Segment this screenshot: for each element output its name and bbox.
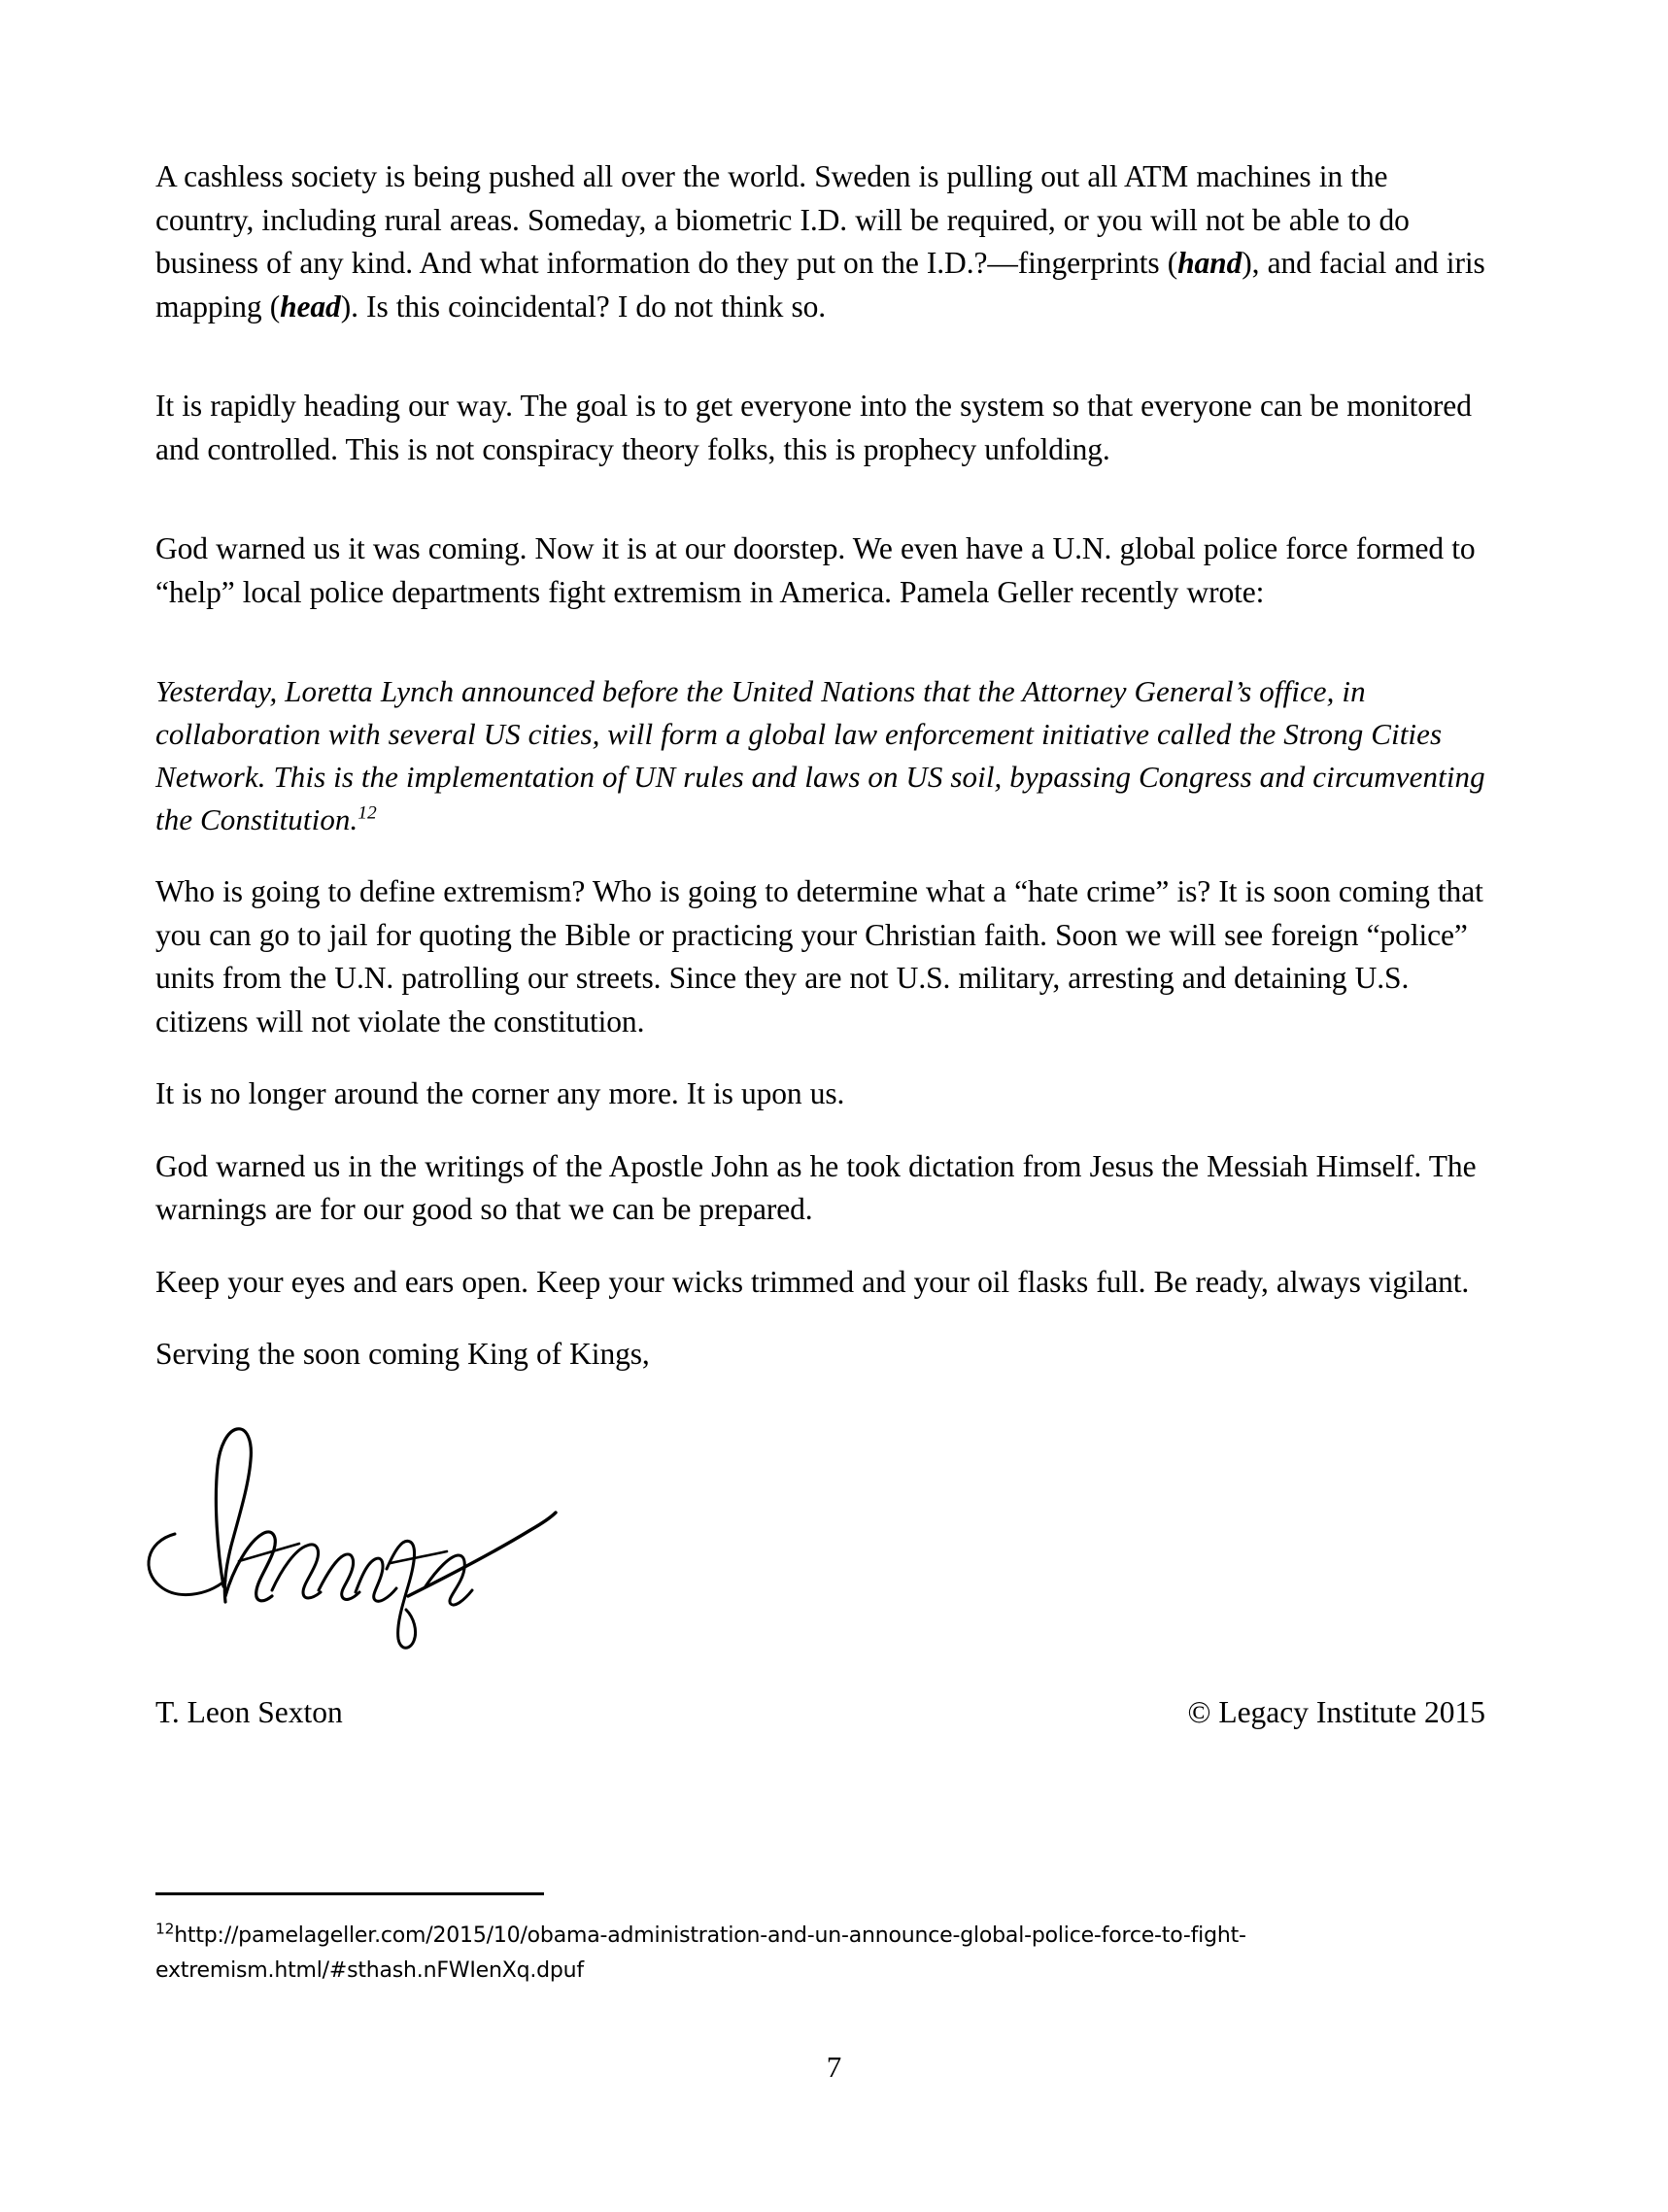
block-quote-text: Yesterday, Loretta Lynch announced before the United Nations that the Attorney General’s office, in collaboration with several US cities, will form a global law enforcement initiative called the Strong Cities Network. This is the implementation of UN rules and laws on US soil, bypassing Congress and circumventing the Constitution. [155,674,1485,836]
footnote-reference-marker: 12 [357,802,377,824]
paragraph-apostle-john: God warned us in the writings of the Apostle John as he took dictation from Jesus the Messiah Himself. The warnings are for our good so that we can be prepared. [155,1148,1477,1226]
emphasis-head: head [280,289,341,323]
emphasis-hand: hand [1177,246,1242,280]
author-name: T. Leon Sexton [155,1694,343,1729]
handwritten-signature [117,1396,661,1668]
paragraph-no-longer-around-corner: It is no longer around the corner any more. It is upon us. [155,1076,845,1110]
footnote-area [155,1892,1491,1989]
paragraph-keep-eyes-open: Keep your eyes and ears open. Keep your wicks trimmed and your oil flasks full. Be ready, always vigilant. [155,1264,1470,1299]
footnote-number: 12 [155,1920,175,1938]
paragraph-segment: A cashless society is being pushed all over the world. Sweden is pulling out all ATM machines in the country, including rural areas. Someday, a biometric I.D. will be required, or you will not be able to do business of any kind. And what information do they put on the I.D.?—fingerprints ( [155,159,1410,280]
page-body-content [155,155,1491,1732]
paragraph-heading-our-way: It is rapidly heading our way. The goal is to get everyone into the system so that everyone can be monitored and controlled. This is not conspiracy theory folks, this is prophecy unfolding. [155,389,1472,466]
footnote-separator-rule [155,1892,544,1895]
footnote-url: http://pamelageller.com/2015/10/obama-administration-and-un-announce-global-police-force-to-fight-extremism.html/#sthash.nFWIenXq.dpuf [155,1923,1246,1983]
paragraph-define-extremism: Who is going to define extremism? Who is going to determine what a “hate crime” is? It is soon coming that you can go to jail for quoting the Bible or practicing your Christian faith. Soon we will see foreign “police” units from the U.N. patrolling our streets. Since they are not U.S. military, arresting and detaining U.S. citizens will not violate the constitution. [155,874,1483,1038]
paragraph-segment: ), and facial and iris mapping ( [155,246,1485,323]
paragraph-god-warned-us: God warned us it was coming. Now it is at our doorstep. We even have a U.N. global police force formed to “help” local police departments fight extremism in America. Pamela Geller recently wrote: [155,531,1476,609]
copyright-notice: © Legacy Institute 2015 [1187,1694,1485,1729]
block-quote-pamela-geller [155,670,1491,841]
footnote-entry [155,1919,1350,1989]
paragraph-cashless-society [155,155,1491,328]
signoff-row [155,1693,1491,1732]
paragraph-segment: ). Is this coincidental? I do not think so. [340,289,827,323]
paragraph-serving-king-of-kings: Serving the soon coming King of Kings, [155,1337,650,1371]
page-number: 7 [826,2050,842,2084]
signature-block [155,1406,1491,1687]
